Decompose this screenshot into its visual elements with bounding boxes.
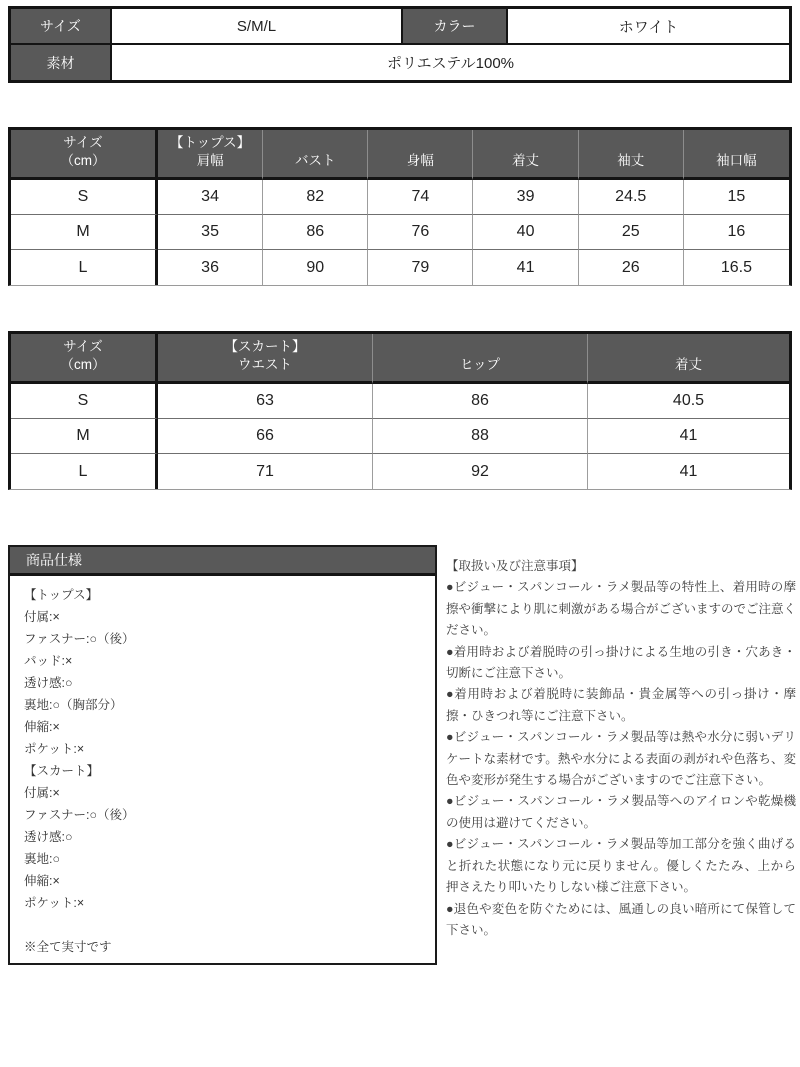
spec-line: 伸縮:×: [24, 874, 60, 888]
header-cell-size: [11, 334, 158, 384]
spec-line: パッド:×: [24, 654, 73, 668]
spec-line: 【スカート】: [24, 764, 100, 778]
spec-measure-note: ※全て実寸です: [24, 940, 112, 954]
spec-line: ポケット:×: [24, 896, 85, 910]
header-cell-hip: ヒップ: [373, 334, 588, 384]
size-cell: M: [11, 419, 158, 454]
color-label-cell: カラー: [403, 9, 508, 45]
data-cell: 40: [473, 215, 578, 250]
tops-size-table: [8, 127, 792, 286]
header-cell-size: [11, 130, 158, 180]
size-color-material-table: [8, 6, 792, 83]
data-cell: 39: [473, 180, 578, 215]
care-note-item: ●ビジュー・スパンコール・ラメ製品等は熱や水分に弱いデリケートな素材です。熱や水分による表面の剥がれや色落ち、変色や変形が発生する場合がございますのでご注意下さい。: [446, 730, 796, 788]
spec-line: 付属:×: [24, 610, 60, 624]
spec-line: 裏地:○（胸部分）: [24, 698, 123, 712]
spec-line: 【トップス】: [24, 588, 99, 602]
header-size-line1: サイズ: [63, 135, 103, 150]
size-cell: L: [11, 454, 158, 489]
data-cell: 41: [473, 250, 578, 285]
spec-line: 付属:×: [24, 786, 60, 800]
header-waist-label: ウエスト: [238, 357, 292, 372]
data-cell: 76: [368, 215, 473, 250]
size-label-cell: サイズ: [11, 9, 112, 45]
care-notes: [446, 556, 796, 941]
size-cell: S: [11, 180, 158, 215]
data-cell: 35: [158, 215, 263, 250]
care-note-item: ●着用時および着脱時の引っ掛けによる生地の引き・穴あき・切断にご注意下さい。: [446, 644, 796, 681]
header-cell-waist: [158, 334, 373, 384]
spec-line: ポケット:×: [24, 742, 85, 756]
header-cell-width: 身幅: [368, 130, 473, 180]
data-cell: 90: [263, 250, 368, 285]
skirt-size-table: [8, 331, 792, 490]
spec-line: 透け感:○: [24, 676, 73, 690]
spec-panel-title-bar: [10, 547, 435, 576]
header-shoulder-label: 肩幅: [196, 153, 224, 168]
care-note-item: ●ビジュー・スパンコール・ラメ製品等加工部分を強く曲げると折れた状態になり元に戻りません。優しくたたみ、上から押さえたり叩いたりしない様ご注意下さい。: [446, 837, 796, 895]
material-label-cell: 素材: [11, 45, 112, 80]
data-cell: 36: [158, 250, 263, 285]
header-tops-label: 【トップス】: [170, 135, 251, 150]
spec-line: 透け感:○: [24, 830, 73, 844]
data-cell: 82: [263, 180, 368, 215]
header-cell-cuff: 袖口幅: [684, 130, 789, 180]
size-value-cell: S/M/L: [112, 9, 403, 45]
care-note-item: ●ビジュー・スパンコール・ラメ製品等へのアイロンや乾燥機の使用は避けてください。: [446, 794, 796, 830]
spec-panel-title: 商品仕様: [26, 552, 82, 568]
header-cell-bust: バスト: [263, 130, 368, 180]
data-cell: 41: [588, 419, 789, 454]
header-cell-length: 着丈: [588, 334, 789, 384]
data-cell: 74: [368, 180, 473, 215]
spec-panel-content: [10, 576, 435, 958]
data-cell: 63: [158, 384, 373, 419]
data-cell: 71: [158, 454, 373, 489]
header-cell-shoulder: [158, 130, 263, 180]
data-cell: 24.5: [579, 180, 684, 215]
data-cell: 25: [579, 215, 684, 250]
header-size-line2: （cm）: [60, 153, 106, 168]
header-size-line1: サイズ: [63, 339, 103, 354]
data-cell: 86: [263, 215, 368, 250]
data-cell: 40.5: [588, 384, 789, 419]
header-cell-sleeve: 袖丈: [579, 130, 684, 180]
header-cell-length: 着丈: [473, 130, 578, 180]
care-note-item: ●退色や変色を防ぐためには、風通しの良い暗所にて保管して下さい。: [446, 901, 796, 937]
size-cell: L: [11, 250, 158, 285]
size-cell: M: [11, 215, 158, 250]
care-note-item: ●着用時および着脱時に装飾品・貴金属等への引っ掛け・摩擦・ひきつれ等にご注意下さい。: [446, 687, 796, 723]
care-note-item: ●ビジュー・スパンコール・ラメ製品等の特性上、着用時の摩擦や衝撃により肌に刺激がある場合がございますのでご注意ください。: [446, 580, 797, 638]
header-skirt-label: 【スカート】: [224, 339, 306, 354]
data-cell: 16.5: [684, 250, 789, 285]
spec-line: ファスナー:○（後）: [24, 808, 135, 822]
spec-line: 裏地:○: [24, 852, 61, 866]
data-cell: 66: [158, 419, 373, 454]
data-cell: 26: [579, 250, 684, 285]
material-value-cell: ポリエステル100%: [386, 55, 514, 72]
spec-line: 伸縮:×: [24, 720, 60, 734]
data-cell: 79: [368, 250, 473, 285]
data-cell: 15: [684, 180, 789, 215]
spec-blank-line: [24, 914, 421, 936]
size-cell: S: [11, 384, 158, 419]
color-value-cell: ホワイト: [508, 9, 789, 45]
spec-line: ファスナー:○（後）: [24, 632, 135, 646]
data-cell: 41: [588, 454, 789, 489]
product-spec-panel: [8, 545, 437, 965]
data-cell: 92: [373, 454, 588, 489]
care-notes-title: 【取扱い及び注意事項】: [446, 559, 584, 573]
data-cell: 34: [158, 180, 263, 215]
data-cell: 16: [684, 215, 789, 250]
header-size-line2: （cm）: [60, 357, 106, 372]
data-cell: 88: [373, 419, 588, 454]
data-cell: 86: [373, 384, 588, 419]
